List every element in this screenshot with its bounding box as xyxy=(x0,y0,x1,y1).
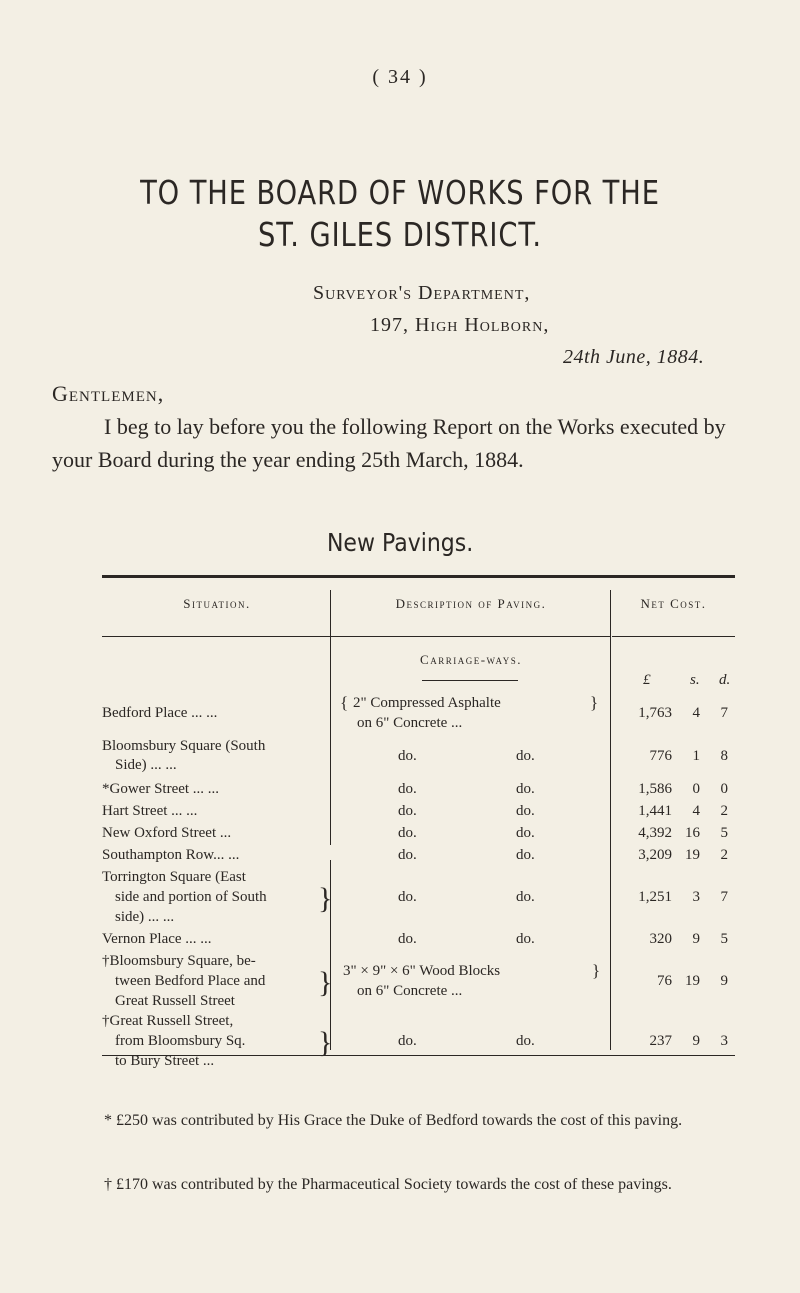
row-5-desc-1: do. xyxy=(398,825,417,841)
heading-line-1: TO THE BOARD OF WORKS FOR THE xyxy=(140,173,660,212)
row-7-situation-2: side and portion of South xyxy=(115,889,267,905)
row-6-shillings: 19 xyxy=(685,847,700,863)
row-4-pounds: 1,441 xyxy=(638,803,672,819)
address-street: 197, High Holborn, xyxy=(370,314,550,336)
row-10-brace: } xyxy=(318,1026,333,1059)
header-net-cost: Net Cost. xyxy=(640,596,707,611)
row-5-desc-2: do. xyxy=(516,825,535,841)
row-8-shillings: 9 xyxy=(692,931,700,947)
row-1-shillings: 4 xyxy=(692,705,700,721)
row-1-brace-right: } xyxy=(590,693,599,712)
row-8-pence: 5 xyxy=(720,931,728,947)
row-7-pence: 7 xyxy=(720,889,728,905)
row-5-shillings: 16 xyxy=(685,825,700,841)
row-9-brace: } xyxy=(318,966,333,999)
address-date: 24th June, 1884. xyxy=(563,346,705,368)
row-4-desc-2: do. xyxy=(516,803,535,819)
row-1-desc-1: 2" Compressed Asphalte xyxy=(353,695,501,711)
column-divider-2 xyxy=(610,590,611,1050)
row-10-shillings: 9 xyxy=(692,1033,700,1049)
table-top-rule xyxy=(102,575,735,578)
row-10-situation-2: from Bloomsbury Sq. xyxy=(115,1033,246,1049)
row-2-pounds: 776 xyxy=(649,748,672,764)
row-2-desc-1: do. xyxy=(398,748,417,764)
row-6-desc-2: do. xyxy=(516,847,535,863)
row-10-pence: 3 xyxy=(720,1033,728,1049)
row-5-pence: 5 xyxy=(720,825,728,841)
intro-text: I beg to lay before you the following Report on the Works executed by your Board during the year ending 25th March, 1884. xyxy=(52,414,726,472)
page-number: ( 34 ) xyxy=(372,66,428,88)
row-4-situation: Hart Street ... ... xyxy=(102,803,198,819)
column-divider-1 xyxy=(330,590,331,845)
row-7-pounds: 1,251 xyxy=(638,889,672,905)
address-department: Surveyor's Department, xyxy=(313,282,531,304)
header-situation: Situation. xyxy=(183,596,251,611)
row-5-pounds: 4,392 xyxy=(638,825,672,841)
row-8-pounds: 320 xyxy=(649,931,672,947)
row-9-situation-3: Great Russell Street xyxy=(115,993,235,1009)
row-9-desc-2: on 6" Concrete ... xyxy=(357,983,463,999)
row-9-brace-right: } xyxy=(592,961,601,980)
heading-line-2: ST. GILES DISTRICT. xyxy=(258,215,542,254)
section-title-text: New Pavings. xyxy=(326,528,474,557)
row-8-desc-1: do. xyxy=(398,931,417,947)
row-7-desc-2: do. xyxy=(516,889,535,905)
row-7-situation-3: side) ... ... xyxy=(115,909,175,925)
row-6-situation: Southampton Row... ... xyxy=(102,847,240,863)
row-6-pounds: 3,209 xyxy=(638,847,672,863)
report-heading xyxy=(0,172,800,256)
row-9-shillings: 19 xyxy=(685,973,700,989)
row-9-situation-1: †Bloomsbury Square, be- xyxy=(102,953,256,969)
row-9-situation-2: tween Bedford Place and xyxy=(115,973,266,989)
row-9-desc-1: 3" × 9" × 6" Wood Blocks xyxy=(343,963,501,979)
row-2-situation-2: Side) ... ... xyxy=(115,757,177,773)
currency-pence: d. xyxy=(719,672,731,688)
row-1-pounds: 1,763 xyxy=(638,705,672,721)
row-1-pence: 7 xyxy=(720,705,728,721)
row-2-shillings: 1 xyxy=(692,748,700,764)
row-6-pence: 2 xyxy=(720,847,728,863)
row-3-pounds: 1,586 xyxy=(638,781,672,797)
row-5-situation: New Oxford Street ... xyxy=(102,825,232,841)
row-9-pence: 9 xyxy=(720,973,728,989)
subheader-rule xyxy=(422,680,518,681)
row-9-pounds: 76 xyxy=(657,973,672,989)
row-1-desc-2: on 6" Concrete ... xyxy=(357,715,463,731)
row-8-desc-2: do. xyxy=(516,931,535,947)
row-4-pence: 2 xyxy=(720,803,728,819)
row-7-shillings: 3 xyxy=(692,889,700,905)
row-2-desc-2: do. xyxy=(516,748,535,764)
header-rule-cost xyxy=(612,636,735,637)
footnote-2-text: † £170 was contributed by the Pharmaceutical Society towards the cost of these pavings. xyxy=(104,1176,672,1193)
row-3-pence: 0 xyxy=(720,781,728,797)
section-title xyxy=(0,528,800,557)
row-7-brace: } xyxy=(318,882,333,915)
currency-shillings: s. xyxy=(690,672,700,688)
header-rule-situation xyxy=(102,636,332,637)
row-4-desc-1: do. xyxy=(398,803,417,819)
row-7-situation-1: Torrington Square (East xyxy=(102,869,246,885)
row-10-desc-1: do. xyxy=(398,1033,417,1049)
row-3-shillings: 0 xyxy=(692,781,700,797)
row-2-pence: 8 xyxy=(720,748,728,764)
intro-paragraph xyxy=(52,410,740,476)
row-3-desc-2: do. xyxy=(516,781,535,797)
currency-pounds: £ xyxy=(643,672,651,688)
salutation: Gentlemen, xyxy=(52,381,165,406)
subheader-carriage-ways: Carriage-ways. xyxy=(420,652,522,667)
row-3-desc-1: do. xyxy=(398,781,417,797)
row-4-shillings: 4 xyxy=(692,803,700,819)
row-8-situation: Vernon Place ... ... xyxy=(102,931,212,947)
row-7-desc-1: do. xyxy=(398,889,417,905)
row-3-situation: *Gower Street ... ... xyxy=(102,781,220,797)
row-10-pounds: 237 xyxy=(649,1033,672,1049)
row-6-desc-1: do. xyxy=(398,847,417,863)
row-1-brace-left: { xyxy=(340,693,349,712)
row-10-situation-1: †Great Russell Street, xyxy=(102,1013,234,1029)
footnote-2 xyxy=(52,1170,740,1200)
row-10-desc-2: do. xyxy=(516,1033,535,1049)
footnote-1-text: * £250 was contributed by His Grace the Duke of Bedford towards the cost of this paving. xyxy=(104,1112,683,1129)
footnote-1 xyxy=(52,1106,740,1136)
row-2-situation-1: Bloomsbury Square (South xyxy=(102,738,266,754)
row-10-situation-3: to Bury Street ... xyxy=(115,1053,215,1069)
header-description: Description of Paving. xyxy=(395,596,547,611)
header-rule-description xyxy=(332,636,610,637)
row-1-situation: Bedford Place ... ... xyxy=(102,705,218,721)
